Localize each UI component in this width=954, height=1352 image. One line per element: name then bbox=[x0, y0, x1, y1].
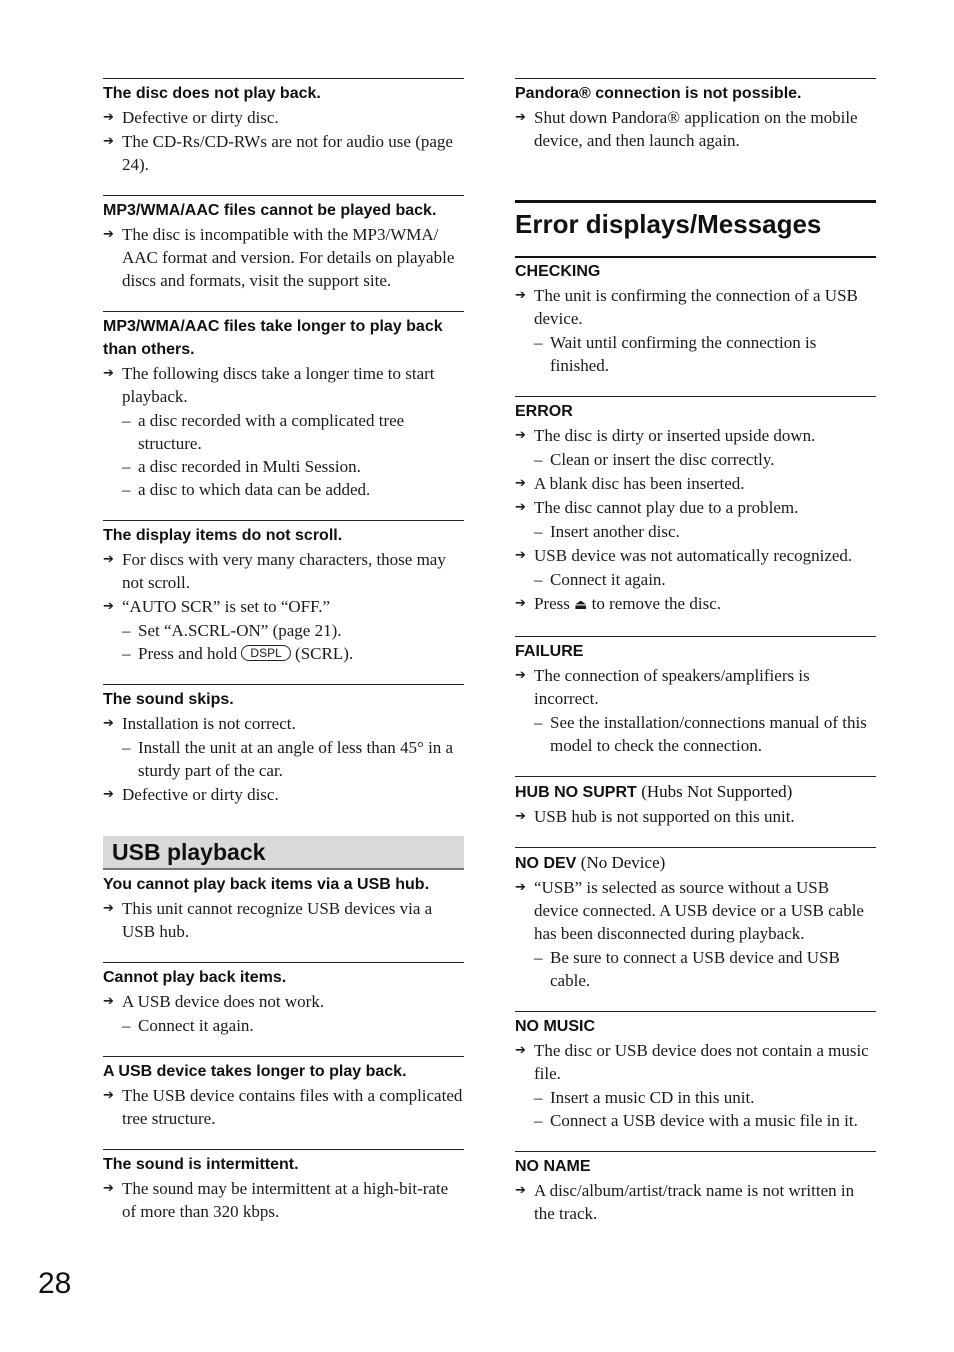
troubleshoot-pandora bbox=[515, 78, 876, 152]
arrow-icon: ➔ bbox=[515, 428, 526, 443]
list-item: ➔ Installation is not correct. bbox=[103, 714, 296, 733]
sub-list-item: – a disc recorded with a complicated tree structure. bbox=[122, 411, 405, 453]
message-hub-no-suprt bbox=[515, 776, 876, 828]
left-column bbox=[103, 78, 464, 1224]
arrow-icon: ➔ bbox=[515, 596, 526, 611]
arrow-icon: ➔ bbox=[103, 227, 114, 242]
section-heading: The disc does not play back. bbox=[103, 85, 321, 102]
message-error bbox=[515, 396, 876, 617]
troubleshoot-sound-skips bbox=[103, 684, 464, 806]
arrow-icon: ➔ bbox=[103, 552, 114, 567]
list-item: ➔ A USB device does not work. bbox=[103, 992, 325, 1011]
arrow-icon: ➔ bbox=[103, 1181, 114, 1196]
arrow-icon: ➔ bbox=[103, 901, 114, 916]
arrow-icon: ➔ bbox=[103, 110, 114, 125]
troubleshoot-no-scroll bbox=[103, 520, 464, 665]
list-item: ➔ This unit cannot recognize USB devices via a USB hub. bbox=[103, 899, 433, 941]
list-item: ➔ The disc is dirty or inserted upside down. bbox=[515, 426, 816, 445]
eject-icon: ⏏ bbox=[574, 597, 588, 613]
list-item: ➔ For discs with very many characters, those may not scroll. bbox=[103, 550, 446, 592]
section-heading: Cannot play back items. bbox=[103, 969, 287, 986]
arrow-icon: ➔ bbox=[103, 1088, 114, 1103]
troubleshoot-usb-hub bbox=[103, 873, 464, 943]
sub-list-item: – Connect it again. bbox=[534, 570, 666, 589]
arrow-icon: ➔ bbox=[103, 134, 114, 149]
arrow-icon: ➔ bbox=[103, 994, 114, 1009]
list-item: ➔ A disc/album/artist/track name is not written in the track. bbox=[515, 1181, 855, 1223]
list-item: ➔ The CD-Rs/CD-RWs are not for audio use (page 24). bbox=[103, 132, 453, 174]
sub-list-item: – Insert another disc. bbox=[534, 522, 680, 541]
sub-list-item: – Be sure to connect a USB device and USB cable. bbox=[534, 948, 840, 990]
sub-list-item: – Connect a USB device with a music file in it. bbox=[534, 1111, 858, 1130]
section-heading: CHECKING bbox=[515, 263, 601, 280]
section-heading: The display items do not scroll. bbox=[103, 527, 343, 544]
list-item: ➔ Defective or dirty disc. bbox=[103, 108, 279, 127]
error-displays-title: Error displays/Messages bbox=[515, 200, 876, 258]
list-item: ➔ The following discs take a longer time to start playback. bbox=[103, 364, 435, 406]
section-heading: You cannot play back items via a USB hub. bbox=[103, 876, 430, 893]
arrow-icon: ➔ bbox=[515, 548, 526, 563]
section-heading: NO DEV (No Device) bbox=[515, 853, 666, 872]
arrow-icon: ➔ bbox=[515, 668, 526, 683]
arrow-icon: ➔ bbox=[515, 110, 526, 125]
right-column bbox=[515, 78, 876, 1226]
list-item: ➔ USB hub is not supported on this unit. bbox=[515, 807, 795, 826]
arrow-icon: ➔ bbox=[103, 716, 114, 731]
troubleshoot-usb-longer bbox=[103, 1056, 464, 1130]
message-failure bbox=[515, 636, 876, 757]
section-heading: FAILURE bbox=[515, 643, 584, 660]
sub-list-item: – Clean or insert the disc correctly. bbox=[534, 450, 775, 469]
sub-list-item: – Wait until confirming the connection is finished. bbox=[534, 333, 817, 375]
sub-list-item: – Set “A.SCRL-ON” (page 21). bbox=[122, 621, 342, 640]
list-item: ➔ The disc is incompatible with the MP3/WMA/ AAC format and version. For details on playable discs and formats, visit the support site. bbox=[103, 225, 455, 290]
arrow-icon: ➔ bbox=[103, 599, 114, 614]
list-item: ➔ Press ⏏ to remove the disc. bbox=[515, 594, 721, 613]
arrow-icon: ➔ bbox=[515, 288, 526, 303]
troubleshoot-cannot-play bbox=[103, 962, 464, 1037]
dspl-button-label: DSPL bbox=[241, 645, 290, 661]
list-item: ➔ The sound may be intermittent at a high-bit-rate of more than 320 kbps. bbox=[103, 1179, 449, 1221]
arrow-icon: ➔ bbox=[515, 476, 526, 491]
troubleshoot-sound-intermittent bbox=[103, 1149, 464, 1223]
list-item: ➔ The disc or USB device does not contain a music file. bbox=[515, 1041, 869, 1083]
list-item: ➔ The USB device contains files with a complicated tree structure. bbox=[103, 1086, 463, 1128]
sub-list-item: – Insert a music CD in this unit. bbox=[534, 1088, 755, 1107]
usb-playback-heading: USB playback bbox=[103, 836, 464, 870]
list-item: ➔ The unit is confirming the connection of a USB device. bbox=[515, 286, 858, 328]
list-item: ➔ USB device was not automatically recognized. bbox=[515, 546, 853, 565]
sub-list-item: – a disc to which data can be added. bbox=[122, 480, 371, 499]
section-heading: The sound skips. bbox=[103, 691, 234, 708]
section-heading: NO MUSIC bbox=[515, 1018, 595, 1035]
sub-list-item: – See the installation/connections manual of this model to check the connection. bbox=[534, 713, 867, 755]
list-item: ➔ The connection of speakers/amplifiers is incorrect. bbox=[515, 666, 810, 708]
list-item: ➔ The disc cannot play due to a problem. bbox=[515, 498, 799, 517]
list-item: ➔ A blank disc has been inserted. bbox=[515, 474, 745, 493]
message-no-music bbox=[515, 1011, 876, 1132]
list-item: ➔ Defective or dirty disc. bbox=[103, 785, 279, 804]
sub-list-item: – Press and hold DSPL (SCRL). bbox=[122, 644, 354, 663]
arrow-icon: ➔ bbox=[103, 787, 114, 802]
list-item: ➔ “USB” is selected as source without a USB device connected. A USB device or a USB cable has been disconnected during playback. bbox=[515, 878, 864, 943]
troubleshoot-mp3-longer bbox=[103, 311, 464, 501]
arrow-icon: ➔ bbox=[515, 809, 526, 824]
section-heading: The sound is intermittent. bbox=[103, 1156, 299, 1173]
section-heading: MP3/WMA/AAC files take longer to play back than others. bbox=[103, 318, 443, 358]
list-item: ➔ “AUTO SCR” is set to “OFF.” bbox=[103, 597, 330, 616]
list-item: ➔ Shut down Pandora® application on the mobile device, and then launch again. bbox=[515, 108, 858, 150]
sub-list-item: – a disc recorded in Multi Session. bbox=[122, 457, 361, 476]
message-no-dev bbox=[515, 847, 876, 992]
arrow-icon: ➔ bbox=[515, 1183, 526, 1198]
message-checking bbox=[515, 258, 876, 377]
arrow-icon: ➔ bbox=[515, 880, 526, 895]
sub-list-item: – Install the unit at an angle of less than 45° in a sturdy part of the car. bbox=[122, 738, 454, 780]
troubleshoot-mp3-not-play bbox=[103, 195, 464, 292]
section-heading: Pandora® connection is not possible. bbox=[515, 85, 802, 102]
page-number: 28 bbox=[38, 1267, 72, 1300]
section-heading: HUB NO SUPRT (Hubs Not Supported) bbox=[515, 782, 793, 801]
message-no-name bbox=[515, 1151, 876, 1225]
section-heading: MP3/WMA/AAC files cannot be played back. bbox=[103, 202, 437, 219]
section-heading: NO NAME bbox=[515, 1158, 591, 1175]
section-heading: A USB device takes longer to play back. bbox=[103, 1063, 407, 1080]
sub-list-item: – Connect it again. bbox=[122, 1016, 254, 1035]
section-heading: ERROR bbox=[515, 403, 573, 420]
troubleshoot-disc-not-play bbox=[103, 78, 464, 176]
arrow-icon: ➔ bbox=[515, 1043, 526, 1058]
arrow-icon: ➔ bbox=[515, 500, 526, 515]
arrow-icon: ➔ bbox=[103, 366, 114, 381]
